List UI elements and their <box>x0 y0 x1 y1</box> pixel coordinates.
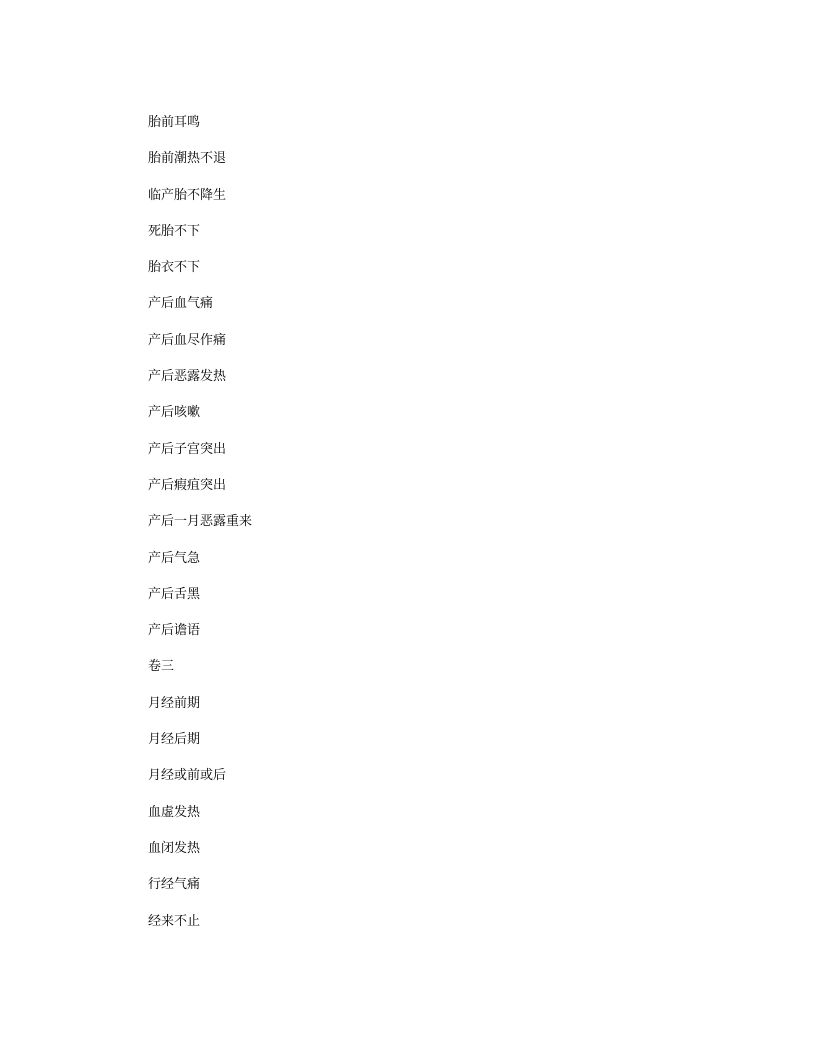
toc-entry: 月经前期 <box>148 695 201 711</box>
toc-entry: 产后谵语 <box>148 623 201 639</box>
toc-entry: 产后气急 <box>148 550 201 566</box>
toc-entry: 产后恶露发热 <box>148 369 227 385</box>
toc-entry: 月经后期 <box>148 732 201 748</box>
toc-entry: 产后子宫突出 <box>148 441 227 457</box>
toc-entry: 胎前耳鸣 <box>148 115 201 130</box>
toc-entry: 死胎不下 <box>148 223 201 239</box>
toc-entry: 产后瘕疽突出 <box>148 477 227 493</box>
toc-entry: 产后舌黑 <box>148 586 201 602</box>
toc-entry: 产后血尽作痛 <box>148 332 227 348</box>
toc-entry: 产后咳嗽 <box>148 405 201 421</box>
toc-entry: 血闭发热 <box>148 840 201 856</box>
toc-entry: 临产胎不降生 <box>148 187 227 203</box>
toc-entry: 产后血气痛 <box>148 296 214 312</box>
toc-entry: 月经或前或后 <box>148 768 227 784</box>
toc-entry: 行经气痛 <box>148 877 201 893</box>
toc-entry: 血虚发热 <box>148 804 201 820</box>
toc-entry: 产后一月恶露重来 <box>148 514 253 530</box>
table-of-contents-list <box>148 113 252 948</box>
volume-heading: 卷三 <box>148 659 175 675</box>
toc-entry: 胎前潮热不退 <box>148 151 227 167</box>
toc-entry: 经来不止 <box>148 913 201 929</box>
toc-entry: 胎衣不下 <box>148 260 201 276</box>
